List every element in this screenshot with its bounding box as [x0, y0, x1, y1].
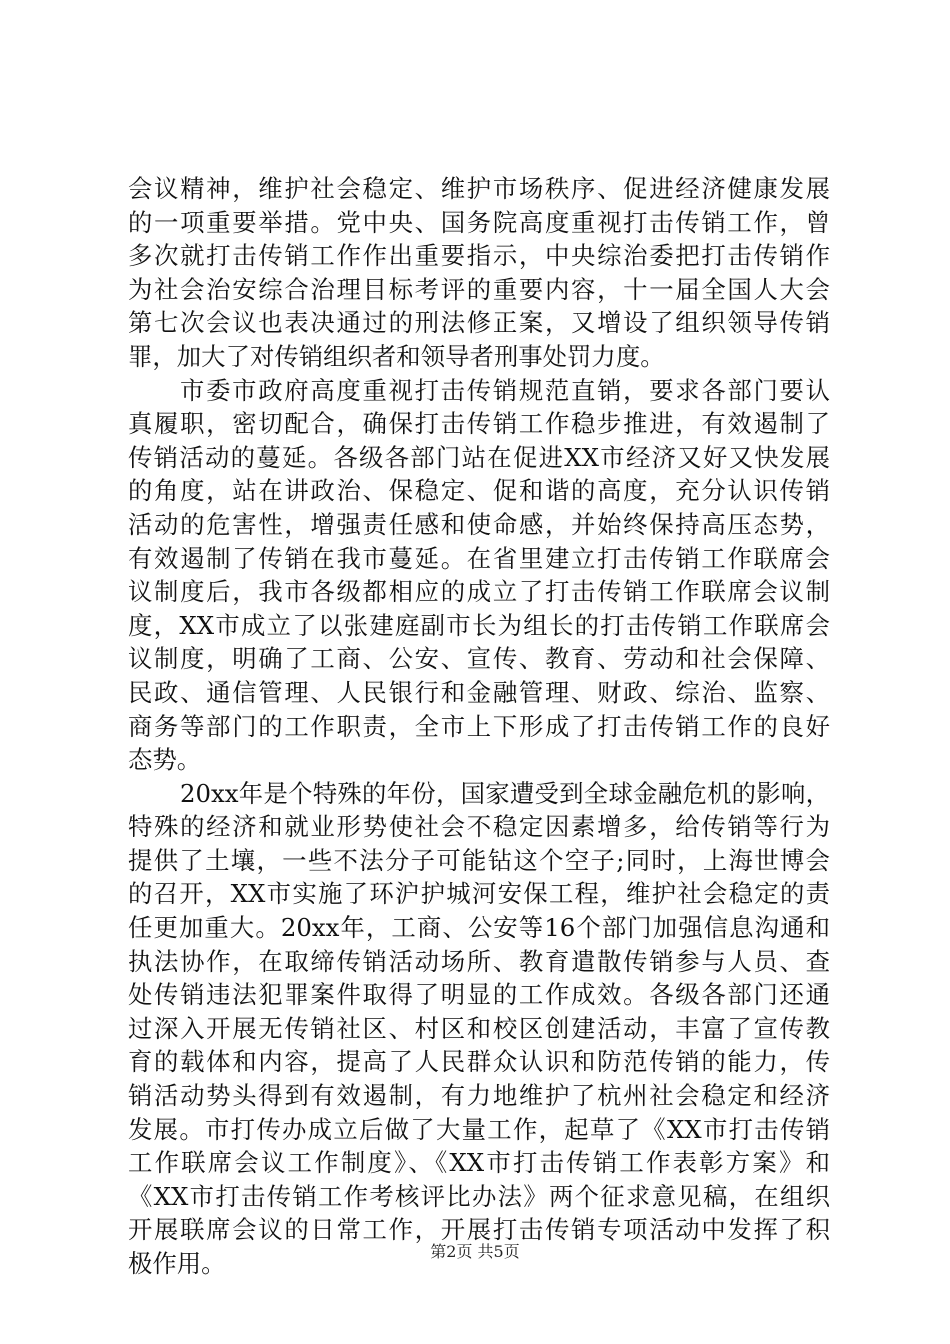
- text-line: 执法协作，在取缔传销活动场所、教育遣散传销参与人员、查: [128, 946, 830, 976]
- text-line: 《XX市打击传销工作考核评比办法》两个征求意见稿，在组织: [128, 1181, 830, 1211]
- text-line: 的一项重要举措。党中央、国务院高度重视打击传销工作，曾: [128, 207, 830, 237]
- text-line: 活动的危害性，增强责任感和使命感，并始终保持高压态势，: [128, 509, 830, 539]
- text-line: 商务等部门的工作职责，全市上下形成了打击传销工作的良好: [128, 711, 830, 741]
- text-line: 开展联席会议的日常工作，开展打击传销专项活动中发挥了积: [128, 1215, 830, 1245]
- text-line: 议制度后，我市各级都相应的成立了打击传销工作联席会议制: [128, 577, 830, 607]
- text-line: 罪，加大了对传销组织者和领导者刑事处罚力度。: [128, 341, 665, 371]
- text-line: 议制度，明确了工商、公安、宣传、教育、劳动和社会保障、: [128, 644, 830, 674]
- text-line: 多次就打击传销工作作出重要指示，中央综治委把打击传销作: [128, 241, 830, 271]
- text-line: 民政、通信管理、人民银行和金融管理、财政、综治、监察、: [128, 677, 830, 707]
- text-line: 20xx年是个特殊的年份，国家遭受到全球金融危机的影响，: [180, 778, 830, 808]
- text-line: 育的载体和内容，提高了人民群众认识和防范传销的能力，传: [128, 1047, 830, 1077]
- text-line: 发展。市打传办成立后做了大量工作，起草了《XX市打击传销: [128, 1114, 830, 1144]
- text-line: 的角度，站在讲政治、保稳定、促和谐的高度，充分认识传销: [128, 476, 830, 506]
- text-line: 有效遏制了传销在我市蔓延。在省里建立打击传销工作联席会: [128, 543, 830, 573]
- paragraph: [128, 777, 830, 1281]
- text-line: 度，XX市成立了以张建庭副市长为组长的打击传销工作联席会: [128, 610, 830, 640]
- document-body: [128, 172, 830, 1281]
- text-line: 为社会治安综合治理目标考评的重要内容，十一届全国人大会: [128, 274, 830, 304]
- text-line: 极作用。: [128, 1249, 226, 1278]
- text-line: 提供了土壤，一些不法分子可能钻这个空子;同时，上海世博会: [128, 845, 830, 875]
- text-line: 的召开，XX市实施了环沪护城河安保工程，维护社会稳定的责: [128, 879, 830, 909]
- text-line: 任更加重大。20xx年，工商、公安等16个部门加强信息沟通和: [128, 913, 830, 943]
- text-line: 态势。: [128, 745, 202, 775]
- text-line: 销活动势头得到有效遏制，有力地维护了杭州社会稳定和经济: [128, 1081, 830, 1111]
- text-line: 传销活动的蔓延。各级各部门站在促进XX市经济又好又快发展: [128, 442, 830, 472]
- text-line: 会议精神，维护社会稳定、维护市场秩序、促进经济健康发展: [128, 174, 830, 203]
- text-line: 第七次会议也表决通过的刑法修正案，又增设了组织领导传销: [128, 308, 830, 338]
- paragraph: [128, 374, 830, 777]
- text-line: 真履职，密切配合，确保打击传销工作稳步推进，有效遏制了: [128, 409, 830, 439]
- page-number-footer: 第2页 共5页: [430, 1242, 520, 1261]
- text-line: 处传销违法犯罪案件取得了明显的工作成效。各级各部门还通: [128, 980, 830, 1010]
- text-line: 工作联席会议工作制度》、《XX市打击传销工作表彰方案》和: [128, 1148, 830, 1178]
- text-line: 过深入开展无传销社区、村区和校区创建活动，丰富了宣传教: [128, 1013, 830, 1043]
- text-line: 特殊的经济和就业形势使社会不稳定因素增多，给传销等行为: [128, 812, 830, 842]
- paragraph: [128, 172, 830, 374]
- text-line: 市委市政府高度重视打击传销规范直销，要求各部门要认: [180, 375, 830, 405]
